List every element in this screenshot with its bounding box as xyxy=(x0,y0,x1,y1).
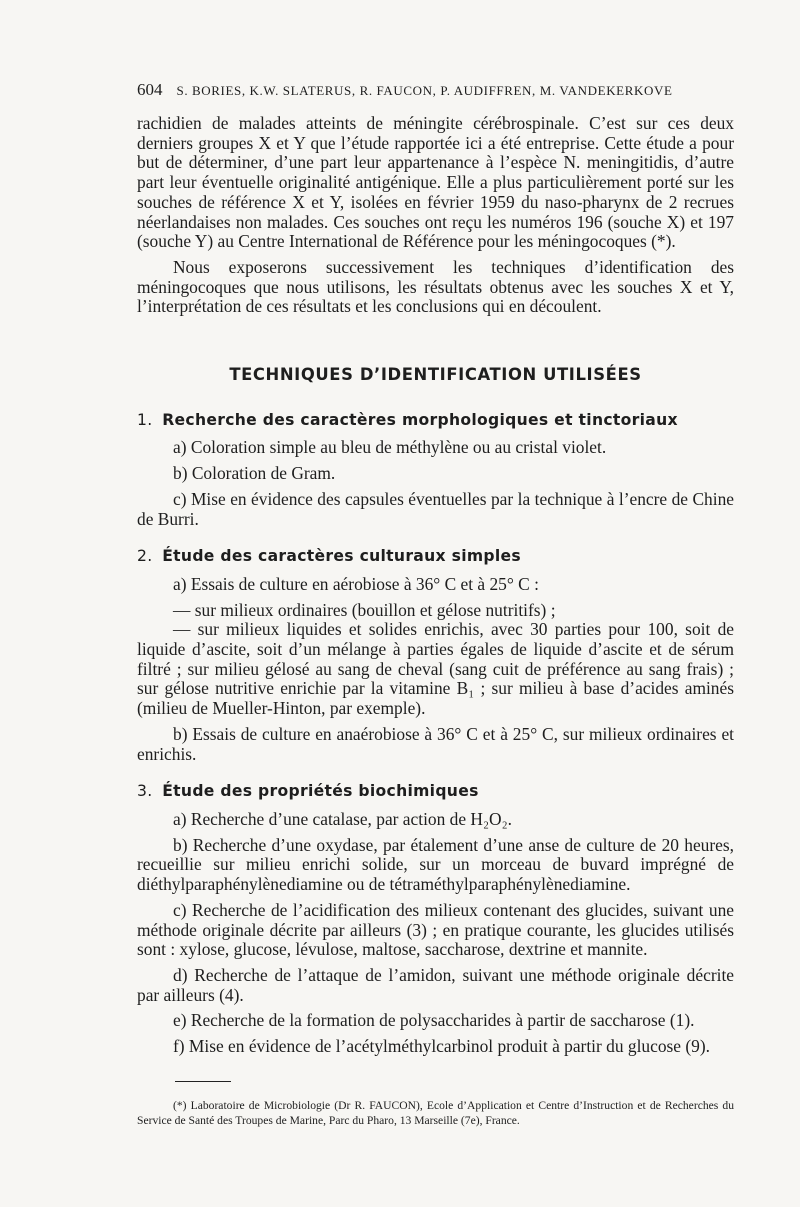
list-item: b) Essais de culture en anaérobiose à 36° C et à 25° C, sur milieux ordinaires et enrichis. xyxy=(137,723,734,764)
section-heading: TECHNIQUES D’IDENTIFICATION UTILISÉES xyxy=(229,365,642,385)
list-item: e) Recherche de la formation de polysaccharides à partir de saccharose (1). xyxy=(173,1010,695,1031)
list-item: d) Recherche de l’attaque de l’amidon, suivant une méthode originale décrite par ailleurs (4). xyxy=(137,964,734,1005)
author-list: S. BORIES, K.W. SLATERUS, R. FAUCON, P. AUDIFFREN, M. VANDEKERKOVE xyxy=(176,83,673,98)
list-item: c) Recherche de l’acidification des milieux contenant des glucides, suivant une méthode originale décrite par ailleurs (3) ; en pratique courante, les glucides utilisés sont : xylose, glucose, lévulose, maltose, saccharose, dextrine et mannite. xyxy=(137,899,734,960)
list-item: f) Mise en évidence de l’acétylméthylcarbinol produit à partir du glucose (9). xyxy=(173,1036,710,1057)
footnote xyxy=(137,1098,734,1128)
list-item: — sur milieux ordinaires (bouillon et gélose nutritifs) ; xyxy=(173,599,556,620)
list-item: a) Recherche d’une catalase, par action de H₂O₂. xyxy=(173,808,512,829)
intro-paragraph-2: Nous exposerons successivement les techniques d’identification des méningocoques que nous utilisons, les résultats obtenus avec les souches X et Y, l’interprétation de ces résultats et les conclusions qui en découlent. xyxy=(137,256,734,317)
main-text xyxy=(137,114,734,1063)
page-number: 604 xyxy=(137,80,163,99)
list-item: a) Essais de culture en aérobiose à 36° C et à 25° C : xyxy=(173,573,539,594)
list-item: b) Recherche d’une oxydase, par étalement d’une anse de culture de 20 heures, recueillie sur milieu enrichi solide, sur un morceau de buvard imprégné de diéthylparaphénylènediamine ou de tétraméthylparaphénylènediamine. xyxy=(137,834,734,895)
list-item: a) Coloration simple au bleu de méthylène ou au cristal violet. xyxy=(173,437,607,458)
list-item: — sur milieux liquides et solides enrichis, avec 30 parties pour 100, soit de liquide d’ascite, soit d’un mélange à parties égales de liquide d’ascite et de sérum filtré ; sur milieu gélosé au sang de cheval (sang cuit de préférence au sang frais) ; sur gélose nutritive enrichie par la vitamine B₁ ; sur milieu à base d’acides aminés (milieu de Mueller-Hinton, par exemple). xyxy=(137,619,734,719)
subsection-3-heading xyxy=(137,782,734,802)
intro-paragraph-1: rachidien de malades atteints de méningite cérébrospinale. C’est sur ces deux derniers groupes X et Y que l’étude rapportée ici a été entreprise. Cette étude a pour but de déterminer, d’une part leur appartenance à l’espèce N. meningitidis, d’autre part leur éventuelle originalité antigénique. Elle a plus particulièrement porté sur les souches de référence X et Y, isolées en février 1959 du naso-pharynx de 2 recrues néerlandaises non malades. Ces souches ont reçu les numéros 196 (souche X) et 197 (souche Y) au Centre International de Référence pour les méningocoques (*). xyxy=(137,113,734,252)
subsection-title: Recherche des caractères morphologiques et tinctoriaux xyxy=(162,410,678,429)
subsection-title: Étude des caractères culturaux simples xyxy=(162,547,521,566)
footnote-text: (*) Laboratoire de Microbiologie (Dr R. FAUCON), Ecole d’Application et Centre d’Instruction et de Recherches du Service de Santé des Troupes de Marine, Parc du Pharo, 13 Marseille (7e), France. xyxy=(137,1099,734,1127)
footnote-divider xyxy=(175,1081,231,1082)
subsection-1-heading xyxy=(137,411,734,431)
running-header xyxy=(137,80,737,100)
subsection-number: 3. xyxy=(137,782,153,801)
subsection-number: 2. xyxy=(137,547,153,566)
subsection-2-heading xyxy=(137,547,734,567)
list-item: c) Mise en évidence des capsules éventuelles par la technique à l’encre de Chine de Burri. xyxy=(137,488,734,529)
list-item: b) Coloration de Gram. xyxy=(173,463,336,484)
subsection-number: 1. xyxy=(137,410,153,429)
subsection-title: Étude des propriétés biochimiques xyxy=(162,782,479,801)
